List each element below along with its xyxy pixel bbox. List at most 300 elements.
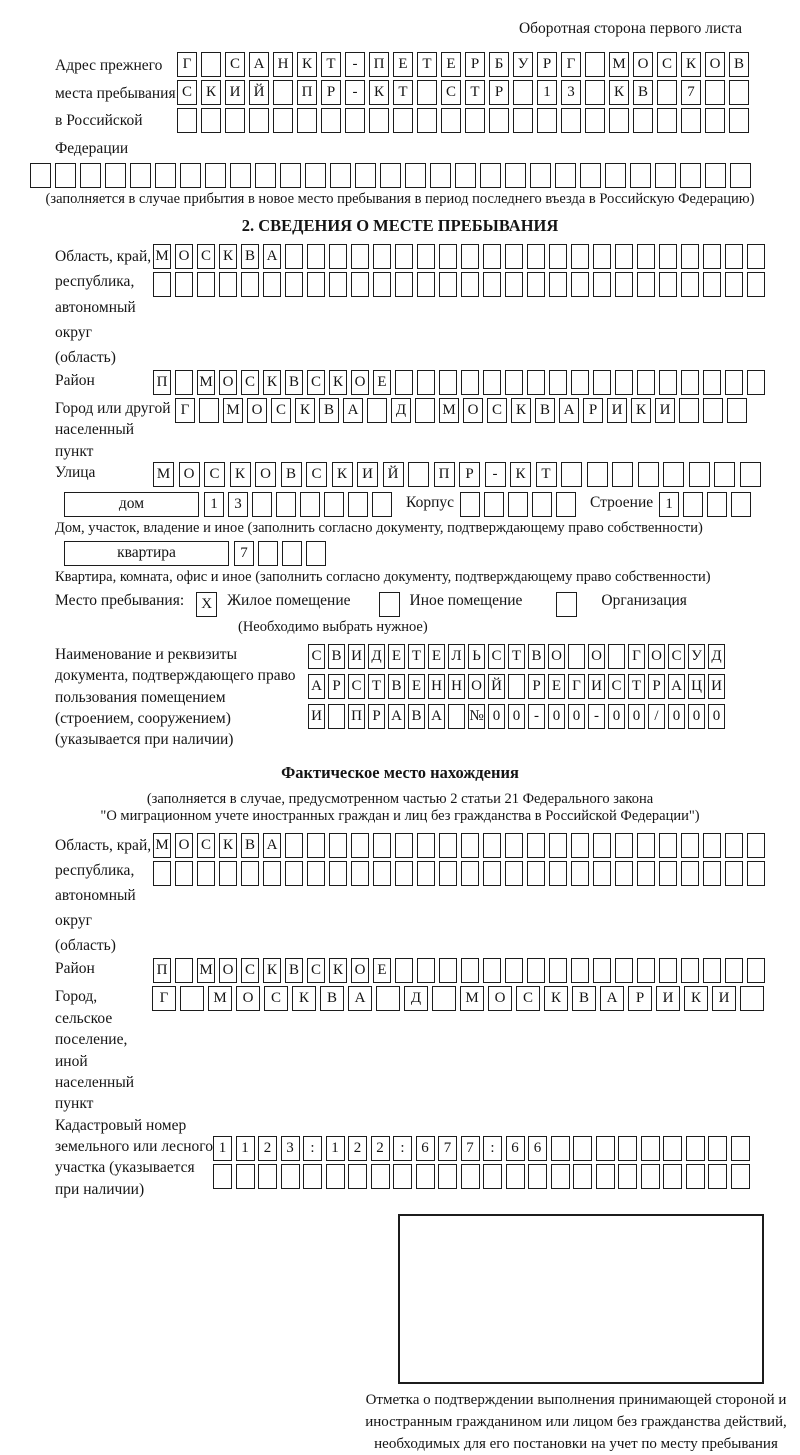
char-box[interactable]: К <box>681 52 701 77</box>
char-box[interactable]: Г <box>561 52 581 77</box>
char-box[interactable]: А <box>428 704 445 729</box>
char-box[interactable]: - <box>345 52 365 77</box>
char-box[interactable] <box>555 163 576 188</box>
char-box[interactable] <box>505 958 523 983</box>
char-box[interactable]: 7 <box>234 541 254 566</box>
char-box[interactable] <box>729 80 749 105</box>
char-box[interactable]: 0 <box>668 704 685 729</box>
char-box[interactable]: В <box>535 398 555 423</box>
char-box[interactable]: Т <box>465 80 485 105</box>
char-box[interactable]: В <box>319 398 339 423</box>
char-box[interactable] <box>345 108 365 133</box>
char-box[interactable] <box>747 833 765 858</box>
char-box[interactable] <box>373 244 391 269</box>
char-box[interactable] <box>641 1164 660 1189</box>
char-box[interactable] <box>703 244 721 269</box>
char-box[interactable] <box>230 163 251 188</box>
char-box[interactable] <box>615 958 633 983</box>
char-box[interactable]: С <box>241 370 259 395</box>
char-box[interactable] <box>282 541 302 566</box>
char-box[interactable]: Е <box>388 644 405 669</box>
char-box[interactable] <box>483 1164 502 1189</box>
checkbox-residential[interactable]: X <box>196 592 217 617</box>
char-box[interactable] <box>513 80 533 105</box>
char-box[interactable] <box>219 272 237 297</box>
char-box[interactable] <box>175 861 193 886</box>
char-box[interactable]: Р <box>489 80 509 105</box>
char-box[interactable]: О <box>468 674 485 699</box>
char-box[interactable]: Г <box>175 398 195 423</box>
char-box[interactable]: У <box>688 644 705 669</box>
char-box[interactable] <box>527 370 545 395</box>
char-box[interactable] <box>571 833 589 858</box>
char-box[interactable]: : <box>303 1136 322 1161</box>
char-box[interactable] <box>285 861 303 886</box>
char-box[interactable] <box>731 492 751 517</box>
char-box[interactable] <box>513 108 533 133</box>
char-box[interactable]: А <box>263 244 281 269</box>
char-box[interactable] <box>747 370 765 395</box>
char-box[interactable] <box>236 1164 255 1189</box>
char-box[interactable] <box>571 861 589 886</box>
char-box[interactable] <box>561 462 582 487</box>
char-box[interactable] <box>329 833 347 858</box>
char-box[interactable] <box>329 244 347 269</box>
char-box[interactable] <box>596 1164 615 1189</box>
char-box[interactable] <box>285 833 303 858</box>
char-box[interactable] <box>747 272 765 297</box>
char-box[interactable] <box>580 163 601 188</box>
char-box[interactable] <box>351 244 369 269</box>
char-box[interactable]: Е <box>373 958 391 983</box>
char-box[interactable] <box>505 163 526 188</box>
char-box[interactable] <box>417 370 435 395</box>
char-box[interactable]: Т <box>628 674 645 699</box>
char-box[interactable]: В <box>285 370 303 395</box>
char-box[interactable]: К <box>631 398 651 423</box>
char-box[interactable] <box>686 1164 705 1189</box>
char-box[interactable]: 0 <box>508 704 525 729</box>
char-box[interactable] <box>638 462 659 487</box>
char-box[interactable] <box>439 244 457 269</box>
char-box[interactable] <box>593 958 611 983</box>
char-box[interactable] <box>303 1164 322 1189</box>
char-box[interactable] <box>439 272 457 297</box>
char-box[interactable] <box>659 370 677 395</box>
char-box[interactable]: О <box>648 644 665 669</box>
char-box[interactable] <box>439 833 457 858</box>
char-box[interactable]: М <box>197 370 215 395</box>
char-box[interactable] <box>465 108 485 133</box>
char-box[interactable]: О <box>588 644 605 669</box>
char-box[interactable] <box>155 163 176 188</box>
char-box[interactable]: 0 <box>568 704 585 729</box>
char-box[interactable]: Р <box>465 52 485 77</box>
char-box[interactable]: М <box>153 462 174 487</box>
char-box[interactable] <box>573 1136 592 1161</box>
char-box[interactable] <box>281 1164 300 1189</box>
char-box[interactable]: К <box>329 370 347 395</box>
char-box[interactable] <box>484 492 504 517</box>
char-box[interactable]: В <box>408 704 425 729</box>
char-box[interactable] <box>273 108 293 133</box>
char-box[interactable]: С <box>668 644 685 669</box>
char-box[interactable]: Ц <box>688 674 705 699</box>
char-box[interactable] <box>609 108 629 133</box>
char-box[interactable] <box>355 163 376 188</box>
char-box[interactable]: В <box>241 833 259 858</box>
char-box[interactable] <box>197 272 215 297</box>
char-box[interactable] <box>680 163 701 188</box>
char-box[interactable] <box>573 1164 592 1189</box>
char-box[interactable]: К <box>292 986 316 1011</box>
char-box[interactable]: - <box>588 704 605 729</box>
char-box[interactable]: Е <box>393 52 413 77</box>
char-box[interactable] <box>489 108 509 133</box>
char-box[interactable] <box>395 272 413 297</box>
char-box[interactable]: 3 <box>281 1136 300 1161</box>
char-box[interactable] <box>637 861 655 886</box>
char-box[interactable] <box>197 861 215 886</box>
char-box[interactable]: М <box>208 986 232 1011</box>
char-box[interactable] <box>263 272 281 297</box>
char-box[interactable] <box>373 833 391 858</box>
char-box[interactable]: К <box>684 986 708 1011</box>
char-box[interactable]: Д <box>708 644 725 669</box>
char-box[interactable] <box>659 833 677 858</box>
char-box[interactable]: П <box>297 80 317 105</box>
char-box[interactable]: Г <box>568 674 585 699</box>
char-box[interactable] <box>461 244 479 269</box>
char-box[interactable] <box>714 462 735 487</box>
char-box[interactable]: И <box>607 398 627 423</box>
char-box[interactable]: А <box>348 986 372 1011</box>
char-box[interactable]: О <box>219 370 237 395</box>
char-box[interactable]: К <box>219 833 237 858</box>
char-box[interactable] <box>395 370 413 395</box>
char-box[interactable]: К <box>263 958 281 983</box>
char-box[interactable] <box>258 541 278 566</box>
checkbox-other-premises[interactable] <box>379 592 400 617</box>
char-box[interactable] <box>505 370 523 395</box>
char-box[interactable]: К <box>230 462 251 487</box>
char-box[interactable] <box>703 861 721 886</box>
char-box[interactable] <box>376 986 400 1011</box>
char-box[interactable] <box>373 272 391 297</box>
char-box[interactable]: М <box>439 398 459 423</box>
char-box[interactable] <box>593 244 611 269</box>
char-box[interactable]: П <box>348 704 365 729</box>
char-box[interactable] <box>439 370 457 395</box>
char-box[interactable] <box>417 958 435 983</box>
char-box[interactable]: М <box>609 52 629 77</box>
char-box[interactable]: С <box>657 52 677 77</box>
char-box[interactable] <box>681 108 701 133</box>
char-box[interactable] <box>681 833 699 858</box>
char-box[interactable]: Р <box>528 674 545 699</box>
char-box[interactable] <box>372 492 392 517</box>
char-box[interactable]: С <box>608 674 625 699</box>
char-box[interactable]: Н <box>428 674 445 699</box>
char-box[interactable] <box>729 108 749 133</box>
char-box[interactable]: Т <box>536 462 557 487</box>
checkbox-organization[interactable] <box>556 592 577 617</box>
char-box[interactable] <box>201 52 221 77</box>
char-box[interactable] <box>180 163 201 188</box>
char-box[interactable]: : <box>483 1136 502 1161</box>
char-box[interactable]: И <box>357 462 378 487</box>
char-box[interactable]: В <box>572 986 596 1011</box>
char-box[interactable]: А <box>600 986 624 1011</box>
char-box[interactable] <box>351 833 369 858</box>
char-box[interactable] <box>593 272 611 297</box>
char-box[interactable] <box>483 244 501 269</box>
char-box[interactable]: Е <box>428 644 445 669</box>
char-box[interactable] <box>585 52 605 77</box>
char-box[interactable] <box>80 163 101 188</box>
char-box[interactable]: Р <box>583 398 603 423</box>
char-box[interactable]: К <box>510 462 531 487</box>
char-box[interactable] <box>395 833 413 858</box>
char-box[interactable]: 2 <box>348 1136 367 1161</box>
char-box[interactable] <box>549 861 567 886</box>
char-box[interactable] <box>681 244 699 269</box>
char-box[interactable]: В <box>320 986 344 1011</box>
char-box[interactable]: - <box>345 80 365 105</box>
char-box[interactable] <box>657 80 677 105</box>
char-box[interactable] <box>395 861 413 886</box>
char-box[interactable] <box>681 958 699 983</box>
char-box[interactable] <box>641 1136 660 1161</box>
char-box[interactable]: М <box>197 958 215 983</box>
char-box[interactable] <box>130 163 151 188</box>
char-box[interactable]: П <box>153 370 171 395</box>
char-box[interactable] <box>395 958 413 983</box>
char-box[interactable] <box>637 833 655 858</box>
char-box[interactable] <box>615 833 633 858</box>
char-box[interactable] <box>430 163 451 188</box>
char-box[interactable] <box>55 163 76 188</box>
char-box[interactable]: С <box>264 986 288 1011</box>
char-box[interactable]: 1 <box>213 1136 232 1161</box>
char-box[interactable]: С <box>488 644 505 669</box>
char-box[interactable] <box>549 272 567 297</box>
char-box[interactable]: Ь <box>468 644 485 669</box>
char-box[interactable]: Д <box>368 644 385 669</box>
char-box[interactable]: С <box>204 462 225 487</box>
char-box[interactable]: И <box>225 80 245 105</box>
char-box[interactable] <box>483 370 501 395</box>
char-box[interactable] <box>213 1164 232 1189</box>
char-box[interactable] <box>725 272 743 297</box>
char-box[interactable]: П <box>369 52 389 77</box>
char-box[interactable] <box>703 398 723 423</box>
char-box[interactable] <box>725 244 743 269</box>
char-box[interactable]: А <box>343 398 363 423</box>
char-box[interactable] <box>448 704 465 729</box>
char-box[interactable]: С <box>441 80 461 105</box>
char-box[interactable]: С <box>308 644 325 669</box>
char-box[interactable] <box>219 861 237 886</box>
char-box[interactable]: У <box>513 52 533 77</box>
char-box[interactable]: - <box>485 462 506 487</box>
char-box[interactable] <box>300 492 320 517</box>
char-box[interactable] <box>285 272 303 297</box>
char-box[interactable]: : <box>393 1136 412 1161</box>
char-box[interactable]: С <box>241 958 259 983</box>
char-box[interactable] <box>587 462 608 487</box>
char-box[interactable] <box>417 108 437 133</box>
char-box[interactable] <box>618 1164 637 1189</box>
char-box[interactable] <box>285 244 303 269</box>
char-box[interactable] <box>708 1164 727 1189</box>
char-box[interactable]: Т <box>368 674 385 699</box>
char-box[interactable] <box>528 1164 547 1189</box>
char-box[interactable] <box>537 108 557 133</box>
char-box[interactable]: Р <box>459 462 480 487</box>
char-box[interactable] <box>686 1136 705 1161</box>
char-box[interactable] <box>527 272 545 297</box>
char-box[interactable]: К <box>263 370 281 395</box>
char-box[interactable] <box>175 272 193 297</box>
char-box[interactable] <box>703 833 721 858</box>
char-box[interactable] <box>180 986 204 1011</box>
char-box[interactable]: И <box>308 704 325 729</box>
char-box[interactable]: 0 <box>488 704 505 729</box>
char-box[interactable]: И <box>712 986 736 1011</box>
char-box[interactable]: П <box>434 462 455 487</box>
char-box[interactable]: О <box>179 462 200 487</box>
char-box[interactable] <box>252 492 272 517</box>
char-box[interactable] <box>306 541 326 566</box>
char-box[interactable]: 2 <box>258 1136 277 1161</box>
char-box[interactable] <box>707 492 727 517</box>
char-box[interactable]: В <box>328 644 345 669</box>
char-box[interactable] <box>571 272 589 297</box>
char-box[interactable]: Т <box>508 644 525 669</box>
char-box[interactable] <box>483 861 501 886</box>
char-box[interactable] <box>585 80 605 105</box>
char-box[interactable] <box>593 861 611 886</box>
char-box[interactable] <box>461 861 479 886</box>
char-box[interactable]: Р <box>368 704 385 729</box>
char-box[interactable]: М <box>153 244 171 269</box>
char-box[interactable]: О <box>255 462 276 487</box>
char-box[interactable]: С <box>516 986 540 1011</box>
char-box[interactable]: О <box>175 244 193 269</box>
char-box[interactable] <box>153 861 171 886</box>
char-box[interactable] <box>663 1164 682 1189</box>
char-box[interactable]: 1 <box>204 492 224 517</box>
char-box[interactable] <box>461 833 479 858</box>
char-box[interactable] <box>305 163 326 188</box>
char-box[interactable] <box>105 163 126 188</box>
char-box[interactable] <box>705 108 725 133</box>
char-box[interactable] <box>393 108 413 133</box>
char-box[interactable] <box>432 986 456 1011</box>
char-box[interactable] <box>297 108 317 133</box>
char-box[interactable]: В <box>241 244 259 269</box>
char-box[interactable] <box>659 244 677 269</box>
char-box[interactable]: Е <box>373 370 391 395</box>
char-box[interactable]: 0 <box>548 704 565 729</box>
char-box[interactable] <box>705 163 726 188</box>
char-box[interactable] <box>527 244 545 269</box>
char-box[interactable] <box>324 492 344 517</box>
char-box[interactable]: 2 <box>371 1136 390 1161</box>
char-box[interactable] <box>307 861 325 886</box>
char-box[interactable]: 1 <box>326 1136 345 1161</box>
char-box[interactable] <box>551 1164 570 1189</box>
char-box[interactable]: Д <box>391 398 411 423</box>
char-box[interactable] <box>276 492 296 517</box>
char-box[interactable]: К <box>332 462 353 487</box>
char-box[interactable]: 3 <box>228 492 248 517</box>
char-box[interactable]: Г <box>628 644 645 669</box>
char-box[interactable]: М <box>460 986 484 1011</box>
char-box[interactable]: И <box>588 674 605 699</box>
char-box[interactable] <box>663 1136 682 1161</box>
char-box[interactable] <box>615 861 633 886</box>
char-box[interactable] <box>439 861 457 886</box>
char-box[interactable]: С <box>348 674 365 699</box>
char-box[interactable] <box>177 108 197 133</box>
char-box[interactable] <box>551 1136 570 1161</box>
char-box[interactable] <box>505 272 523 297</box>
char-box[interactable] <box>483 958 501 983</box>
char-box[interactable] <box>483 833 501 858</box>
char-box[interactable] <box>380 163 401 188</box>
char-box[interactable] <box>348 1164 367 1189</box>
char-box[interactable] <box>408 462 429 487</box>
char-box[interactable]: 3 <box>561 80 581 105</box>
char-box[interactable]: О <box>351 370 369 395</box>
char-box[interactable] <box>637 272 655 297</box>
char-box[interactable] <box>455 163 476 188</box>
char-box[interactable] <box>405 163 426 188</box>
char-box[interactable] <box>679 398 699 423</box>
char-box[interactable] <box>371 1164 390 1189</box>
char-box[interactable] <box>630 163 651 188</box>
char-box[interactable] <box>605 163 626 188</box>
char-box[interactable] <box>731 1136 750 1161</box>
char-box[interactable] <box>530 163 551 188</box>
char-box[interactable] <box>153 272 171 297</box>
char-box[interactable] <box>689 462 710 487</box>
char-box[interactable] <box>241 861 259 886</box>
char-box[interactable] <box>416 1164 435 1189</box>
char-box[interactable]: Б <box>489 52 509 77</box>
char-box[interactable]: 6 <box>528 1136 547 1161</box>
char-box[interactable]: А <box>388 704 405 729</box>
char-box[interactable] <box>615 244 633 269</box>
char-box[interactable] <box>585 108 605 133</box>
char-box[interactable] <box>725 833 743 858</box>
char-box[interactable]: И <box>655 398 675 423</box>
char-box[interactable]: Е <box>548 674 565 699</box>
char-box[interactable]: С <box>487 398 507 423</box>
char-box[interactable]: Т <box>408 644 425 669</box>
char-box[interactable]: А <box>263 833 281 858</box>
char-box[interactable] <box>273 80 293 105</box>
char-box[interactable]: Е <box>408 674 425 699</box>
char-box[interactable]: Р <box>537 52 557 77</box>
char-box[interactable] <box>725 861 743 886</box>
char-box[interactable] <box>683 492 703 517</box>
char-box[interactable] <box>568 644 585 669</box>
char-box[interactable] <box>596 1136 615 1161</box>
char-box[interactable] <box>727 398 747 423</box>
